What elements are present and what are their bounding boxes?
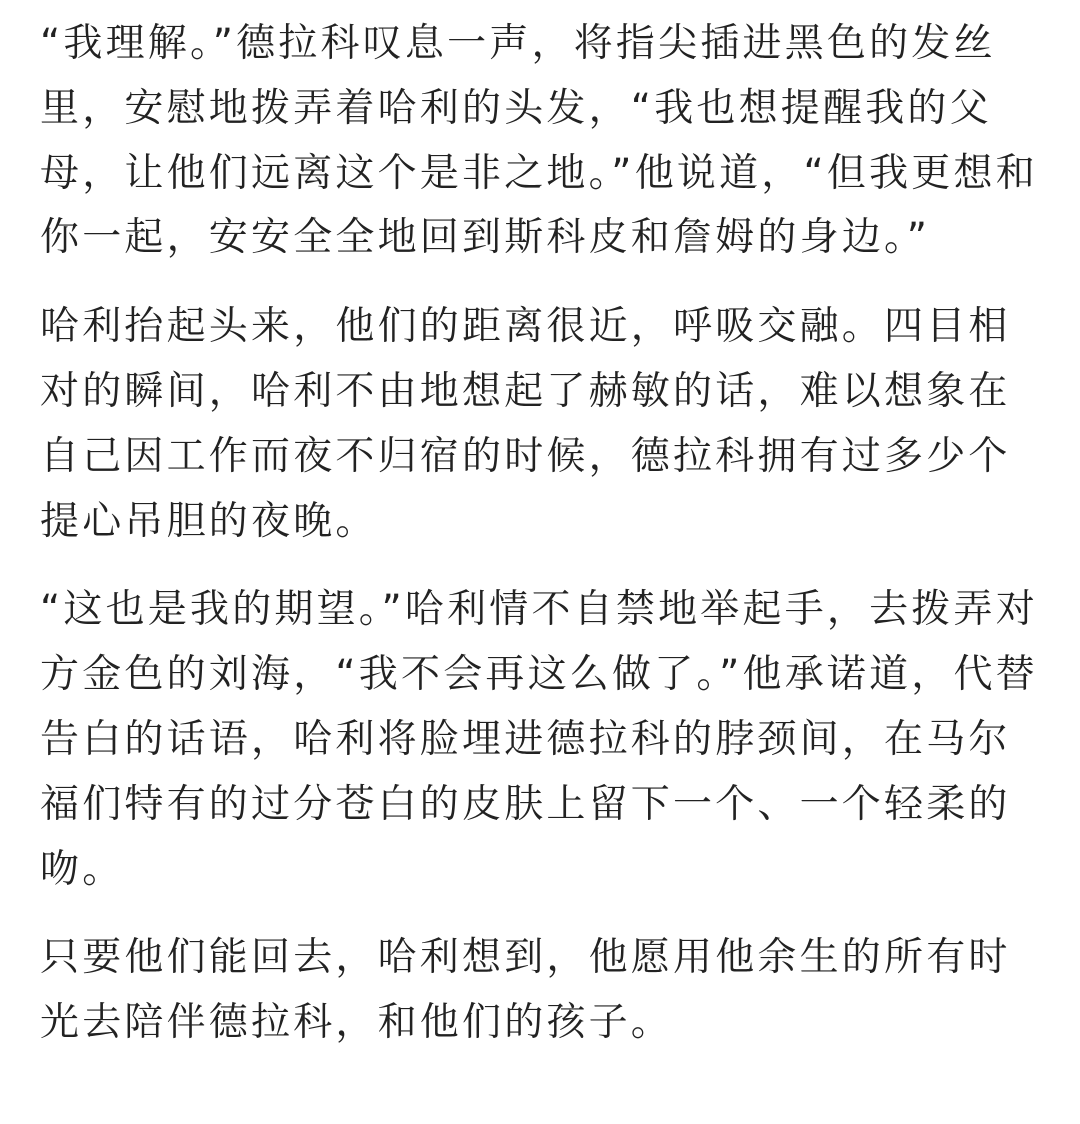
paragraph: 只要他们能回去，哈利想到，他愿用他余生的所有时光去陪伴德拉科，和他们的孩子。 [40,935,1011,1046]
paragraph: “这也是我的期望。”哈利情不自禁地举起手，去拨弄对方金色的刘海，“我不会再这么做了。”他承诺道，代替告白的话语，哈利将脸埋进德拉科的脖颈间，在马尔福们特有的过分苍白的皮肤上留下一个、一个轻柔的吻。 [40,587,1038,892]
paragraph: “我理解。”德拉科叹息一声，将指尖插进黑色的发丝里，安慰地拨弄着哈利的头发，“我也想提醒我的父母，让他们远离这个是非之地。”他说道，“但我更想和你一起，安安全全地回到斯科皮和詹姆的身边。” [40,21,1038,261]
paragraph: 哈利抬起头来，他们的距离很近，呼吸交融。四目相对的瞬间，哈利不由地想起了赫敏的话，难以想象在自己因工作而夜不归宿的时候，德拉科拥有过多少个提心吊胆的夜晚。 [40,304,1011,544]
